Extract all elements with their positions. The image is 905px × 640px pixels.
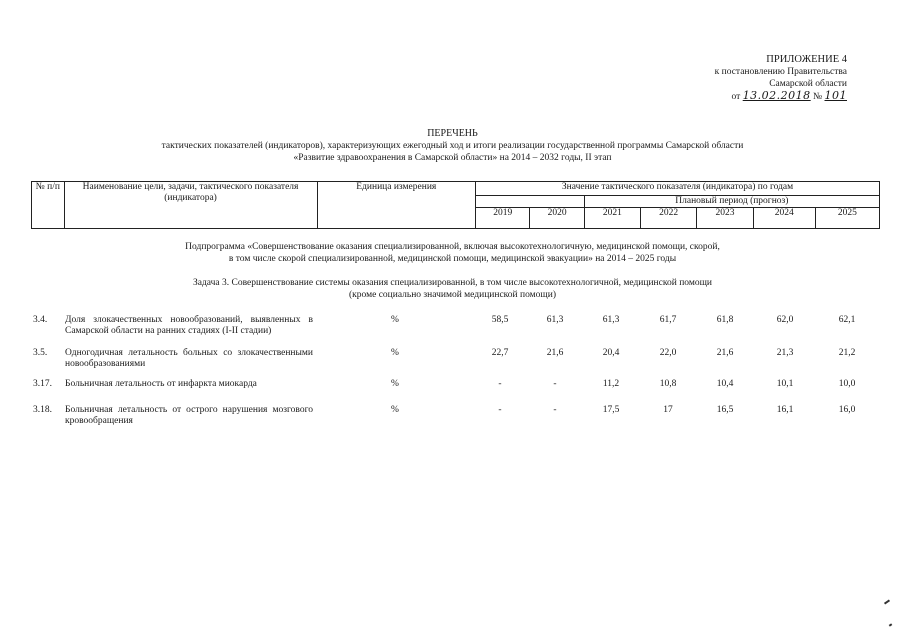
row-number: 3.18. (33, 405, 52, 415)
row-number: 3.4. (33, 315, 48, 325)
row-indicator-name: Доля злокачественных новообразований, выявленных в Самарской области на ранних стадиях (I-II стадии) (65, 315, 313, 336)
row-unit: % (391, 379, 399, 389)
value-2022: 10,8 (659, 379, 677, 389)
year-2022: 2022 (641, 208, 697, 229)
value-2023: 16,5 (716, 405, 734, 415)
number-label: № (813, 92, 823, 102)
row-indicator-name: Больничная летальность от инфаркта миокарда (65, 379, 257, 389)
scan-artifact-mark (889, 623, 893, 626)
from-label: от (731, 92, 741, 102)
year-2024: 2024 (753, 208, 815, 229)
value-2023: 21,6 (716, 348, 734, 358)
year-2020: 2020 (530, 208, 584, 229)
year-2025: 2025 (815, 208, 879, 229)
col-num-header: № п/п (32, 182, 65, 229)
year-2021: 2021 (584, 208, 640, 229)
col-unit-header: Единица измерения (317, 182, 476, 229)
value-2020: - (553, 379, 557, 389)
value-2024: 16,1 (776, 405, 794, 415)
row-unit: % (391, 405, 399, 415)
value-2020: - (553, 405, 557, 415)
attachment-title: ПРИЛОЖЕНИЕ 4 (766, 54, 847, 65)
col-name-header: Наименование цели, задачи, тактического показателя (индикатора) (64, 182, 317, 229)
value-2020: 61,3 (546, 315, 564, 325)
planned-period-header: Плановый период (прогноз) (584, 196, 879, 208)
row-indicator-name: Одногодичная летальность больных со злокачественными новообразованиями (65, 348, 313, 369)
value-2021: 61,3 (602, 315, 620, 325)
value-2023: 61,8 (716, 315, 734, 325)
value-2024: 21,3 (776, 348, 794, 358)
value-2021: 17,5 (602, 405, 620, 415)
indicator-table-header (31, 181, 880, 229)
value-2022: 17 (663, 405, 673, 415)
value-2020: 21,6 (546, 348, 564, 358)
value-2024: 62,0 (776, 315, 794, 325)
task-line-1: Задача 3. Совершенствование системы оказания специализированной, в том числе высокотехнологичной, медицинской помощи (192, 278, 713, 288)
value-2019: 22,7 (491, 348, 509, 358)
task-title (0, 277, 905, 301)
decree-date: 13.02.2018 (742, 89, 811, 102)
value-2025: 16,0 (838, 405, 856, 415)
value-2019: 58,5 (491, 315, 509, 325)
value-2025: 10,0 (838, 379, 856, 389)
attachment-line-1: к постановлению Правительства (714, 67, 847, 77)
row-unit: % (391, 348, 399, 358)
col-value-header: Значение тактического показателя (индикатора) по годам (476, 182, 880, 196)
task-line-2: (кроме социально значимой медицинской помощи) (349, 290, 556, 300)
row-unit: % (391, 315, 399, 325)
document-title: ПЕРЕЧЕНЬ (427, 128, 478, 139)
year-2019: 2019 (476, 208, 530, 229)
attachment-line-2: Самарской области (769, 79, 847, 89)
value-2019: - (498, 379, 502, 389)
value-2021: 11,2 (602, 379, 620, 389)
value-2024: 10,1 (776, 379, 794, 389)
scan-artifact-mark (884, 599, 890, 604)
attachment-date-line (715, 90, 847, 103)
subprogram-line-2: в том числе скорой специализированной, медицинской помощи, медицинской эвакуации» на 2014 – 2025 годы (228, 254, 677, 264)
subprogram-line-1: Подпрограмма «Совершенствование оказания специализированной, включая высокотехнологичную, медицинской помощи, скорой, (185, 242, 720, 252)
value-2025: 21,2 (838, 348, 856, 358)
document-heading (0, 128, 905, 164)
value-2019: - (498, 405, 502, 415)
value-2021: 20,4 (602, 348, 620, 358)
value-2022: 22,0 (659, 348, 677, 358)
row-indicator-name: Больничная летальность от острого нарушения мозгового кровообращения (65, 405, 313, 426)
value-2022: 61,7 (659, 315, 677, 325)
value-2023: 10,4 (716, 379, 734, 389)
value-2025: 62,1 (838, 315, 856, 325)
subprogram-title (0, 241, 905, 265)
heading-line-2: «Развитие здравоохранения в Самарской области» на 2014 – 2032 годы, II этап (293, 153, 612, 163)
year-2023: 2023 (697, 208, 753, 229)
decree-number: 101 (824, 89, 847, 102)
row-number: 3.5. (33, 348, 48, 358)
heading-line-1: тактических показателей (индикаторов), характеризующих ежегодный ход и итоги реализации государственной программы Самарской области (161, 141, 744, 151)
attachment-block (715, 54, 847, 103)
row-number: 3.17. (33, 379, 52, 389)
